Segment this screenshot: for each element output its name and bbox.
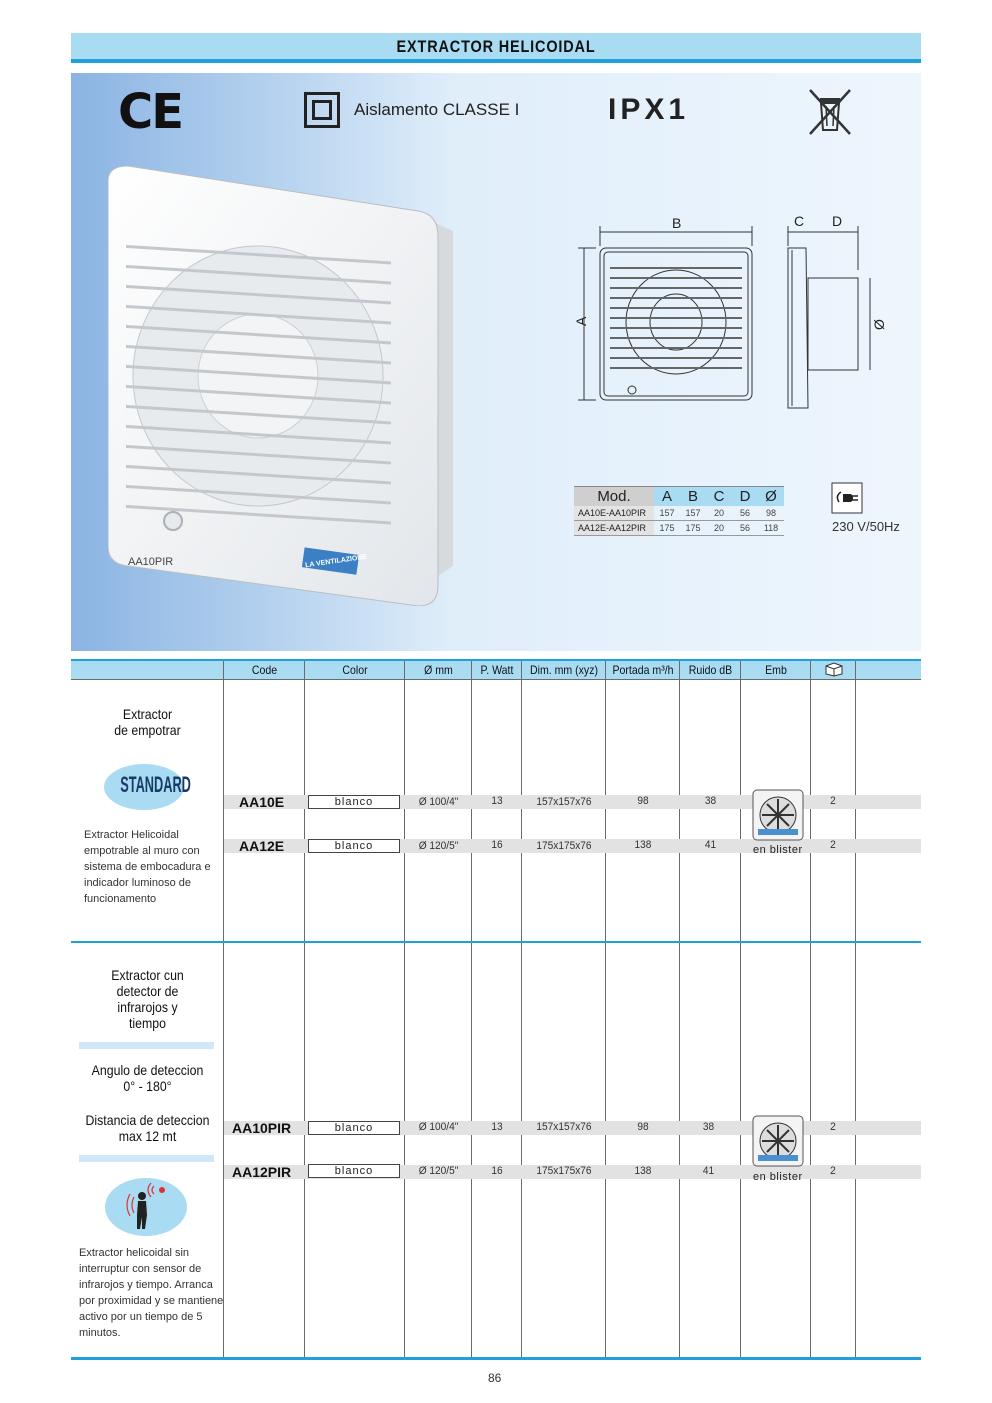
page-number: 86 (488, 1371, 502, 1385)
column-header-code: Code (251, 663, 278, 677)
page-title: EXTRACTOR HELICOIDAL (396, 37, 596, 56)
watt-value: 16 (491, 839, 503, 851)
quantity-value: 2 (830, 795, 836, 807)
crossed-bin-icon (806, 86, 854, 138)
ce-mark: CE (118, 84, 183, 140)
column-header-watt: P. Watt (480, 663, 514, 677)
watt-value: 13 (491, 1121, 503, 1133)
section-title: Extractor de empotrar (114, 706, 181, 738)
spec-cell: 157 (654, 506, 680, 521)
column-header-diameter: Ø mm (424, 663, 453, 677)
product-table (71, 659, 921, 1360)
column-header-emb: Emb (765, 663, 787, 677)
spec-header: Mod. (574, 487, 654, 507)
blister-pack-icon (752, 1115, 804, 1167)
dim-label-a: A (573, 316, 589, 326)
standard-badge-label: STANDARD (120, 772, 191, 797)
noise-value: 38 (702, 1121, 715, 1133)
column-header-dims: Dim. mm (xyz) (529, 663, 599, 677)
detection-distance: Distancia de deteccion max 12 mt (85, 1112, 210, 1144)
product-code: AA12E (239, 838, 285, 854)
detection-angle: Angulo de deteccion 0° - 180° (91, 1062, 204, 1094)
fan-brand-label: LA VENTILAZIONE (304, 553, 368, 570)
spec-cell: 20 (706, 521, 732, 536)
ip-rating: IPX1 (608, 93, 690, 126)
spec-cell: 56 (732, 506, 758, 521)
emb-label: en blister (753, 1171, 803, 1183)
color-value: blanco (308, 795, 400, 809)
section-description: Extractor Helicoidal empotrable al muro con sistema de embocadura e indicador luminoso de funcionamento (84, 829, 211, 905)
table-row (574, 506, 784, 521)
double-insulation-icon (304, 92, 340, 128)
product-code: AA12PIR (232, 1164, 292, 1180)
insulation-label: Aislamento CLASSE I (354, 100, 520, 119)
product-code: AA10E (239, 794, 285, 810)
voltage-label: 230 V/50Hz (832, 519, 900, 534)
watt-value: 13 (491, 795, 503, 807)
section-description: Extractor helicoidal sin interruptur con sensor de infrarojos y tiempo. Arranca por proximidad y se mantiene activo por un tiempo de 5 minutos. (79, 1247, 224, 1339)
box-icon (823, 661, 845, 677)
color-value: blanco (308, 839, 400, 853)
plug-icon (831, 482, 863, 514)
spec-cell: 118 (758, 521, 784, 536)
dimensions-table (574, 486, 784, 536)
diameter-value: Ø 100/4" (418, 796, 459, 808)
spec-header: Ø (758, 487, 784, 507)
spec-header: A (654, 487, 680, 507)
spec-cell: 175 (654, 521, 680, 536)
spec-cell: AA12E-AA12PIR (574, 521, 654, 536)
noise-value: 41 (702, 1165, 715, 1177)
dim-label-b: B (672, 215, 682, 231)
motion-sensor-icon (104, 1177, 188, 1237)
color-value: blanco (308, 1121, 400, 1135)
dims-value: 157x157x76 (536, 1121, 592, 1133)
emb-label: en blister (753, 844, 803, 856)
product-code: AA10PIR (232, 1120, 292, 1136)
noise-value: 41 (704, 839, 717, 851)
dims-value: 175x175x76 (536, 1165, 592, 1177)
quantity-value: 2 (830, 1121, 836, 1133)
spec-header: B (680, 487, 706, 507)
dim-label-d: D (832, 213, 843, 229)
dim-label-diameter: Ø (871, 319, 887, 330)
noise-value: 38 (704, 795, 717, 807)
table-row (574, 521, 784, 536)
quantity-value: 2 (830, 1165, 836, 1177)
spec-cell: 98 (758, 506, 784, 521)
flow-value: 138 (634, 1165, 652, 1177)
spec-cell: 20 (706, 506, 732, 521)
blister-pack-icon (752, 789, 804, 841)
spec-cell: 157 (680, 506, 706, 521)
diameter-value: Ø 120/5" (418, 840, 459, 852)
column-header-flow: Portada m³/h (612, 663, 674, 677)
column-header-color: Color (342, 663, 368, 677)
section-title: Extractor cun detector de infrarojos y tiempo (111, 967, 184, 1031)
flow-value: 98 (637, 1121, 649, 1133)
fan-product-image (108, 166, 458, 606)
diameter-value: Ø 100/4" (418, 1121, 459, 1133)
diameter-value: Ø 120/5" (418, 1165, 459, 1177)
page-header (71, 33, 921, 63)
flow-value: 98 (637, 795, 649, 807)
dims-value: 175x175x76 (536, 840, 592, 852)
photo-caption: AA10PIR (128, 556, 174, 568)
dimensions-diagram (560, 210, 900, 415)
flow-value: 138 (634, 839, 652, 851)
color-value: blanco (308, 1164, 400, 1178)
dim-label-c: C (794, 213, 805, 229)
quantity-value: 2 (830, 839, 836, 851)
spec-cell: 175 (680, 521, 706, 536)
spec-header: D (732, 487, 758, 507)
dims-value: 157x157x76 (536, 796, 592, 808)
watt-value: 16 (491, 1165, 503, 1177)
column-header-noise: Ruido dB (688, 663, 733, 677)
spec-header: C (706, 487, 732, 507)
spec-cell: AA10E-AA10PIR (574, 506, 654, 521)
spec-cell: 56 (732, 521, 758, 536)
